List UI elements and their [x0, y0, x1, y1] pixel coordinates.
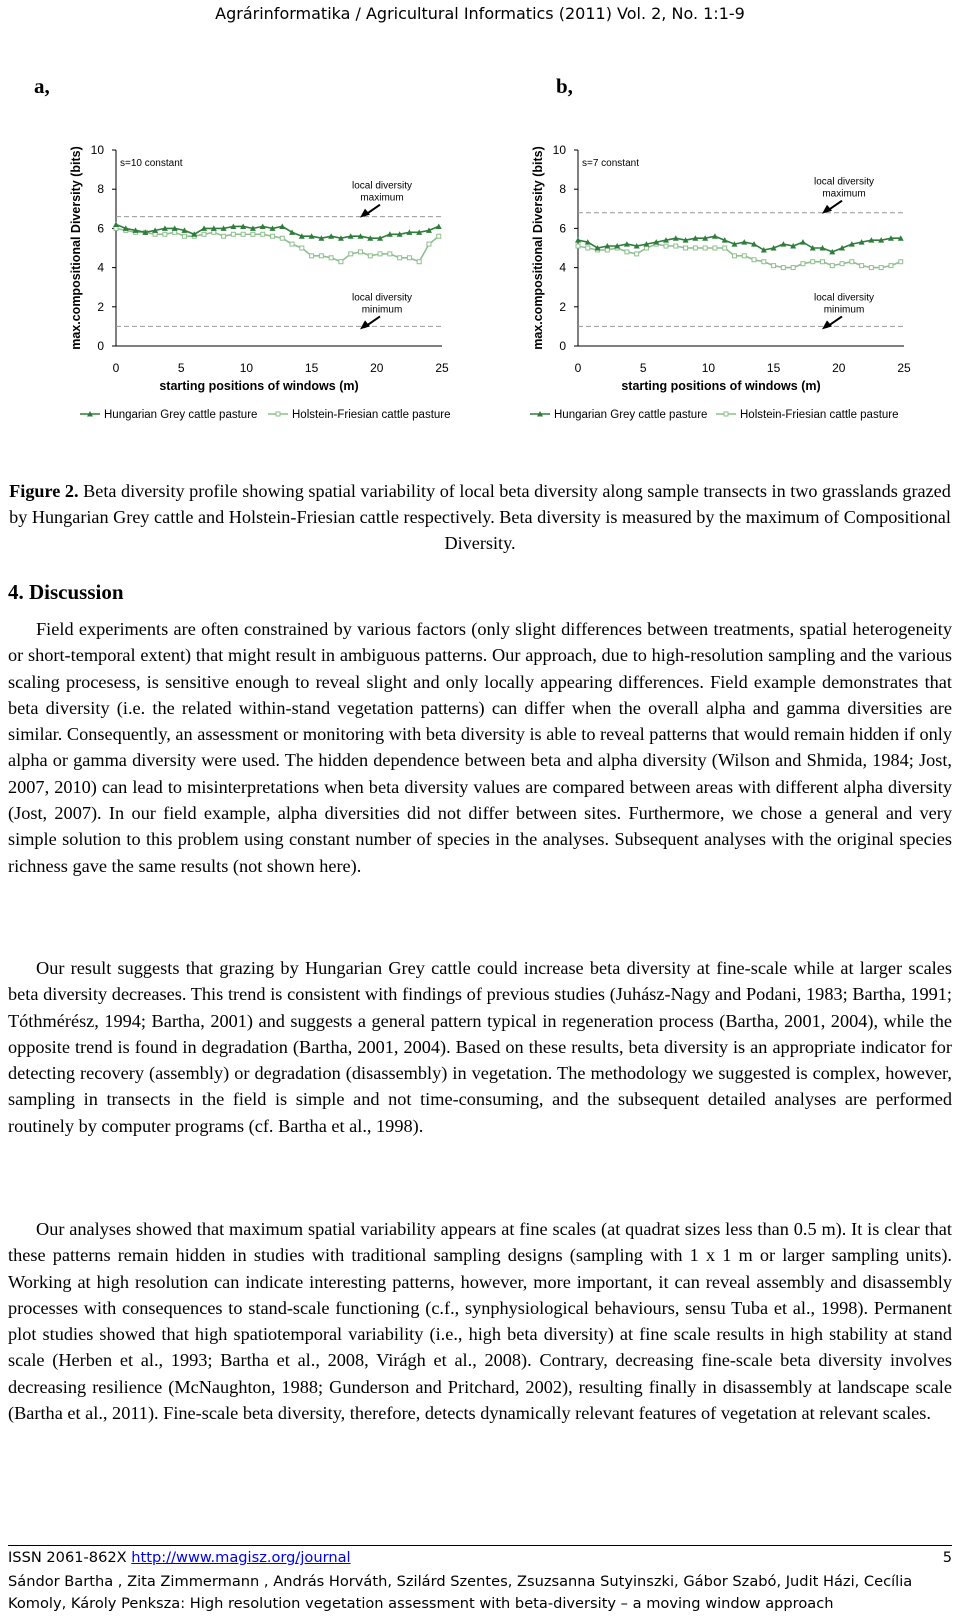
chart-b-series-point-1 — [850, 260, 854, 264]
chart-a-series-point-1 — [319, 254, 323, 258]
chart-a-series-point-1 — [300, 246, 304, 250]
paragraph-1: Field experiments are often constrained by various factors (only slight differences between treatments, spatial heterogeneity or short-temporal extent) that might result in ambiguous patterns. Our approach, due to high-resolution sampling and the various scaling procesess, is sensitive enough to reveal slight and only locally appearing differences. Field example demonstrates that beta diversity (i.e. the related within-stand vegetation patterns) can differ when the overall alpha and gamma diversities are similar. Consequently, an assessment or monitoring with beta diversity is able to reveal patterns that would remain hidden if only alpha or gamma diversity were used. The hidden dependence between beta and alpha diversity (Wilson and Shmida, 1984; Jost, 2007, 2010) can lead to misinterpretations when beta diversity values are compared between areas with different alpha diversity (Jost, 2007). In our field example, alpha diversities did not differ between sites. Furthermore, we chose a general and very simple solution to this problem using constant number of species in the analyses. Subsequent analyses with the original species richness gave the same results (not shown here). — [8, 619, 952, 876]
chart-a-series-point-1 — [173, 230, 177, 234]
chart-a-x-axis-label: starting positions of windows (m) — [159, 379, 359, 393]
chart-a-series-point-1 — [359, 250, 363, 254]
chart-a-series-point-1 — [114, 226, 118, 230]
chart-b-series-point-1 — [674, 244, 678, 248]
figure-caption-text: Beta diversity profile showing spatial variability of local beta diversity along sample transects in two grasslands grazed by Hungarian Grey cattle and Holstein-Friesian cattle respectively. Beta diversity is measured by the maximum of Compositional Diversity. — [9, 481, 951, 553]
chart-b-series-point-1 — [713, 246, 717, 250]
chart-b-x-tick-label: 25 — [897, 361, 911, 375]
chart-a-series-point-1 — [349, 252, 353, 256]
chart-a-y-tick-label: 6 — [97, 221, 104, 236]
chart-b-legend-label-0: Hungarian Grey cattle pasture — [554, 409, 708, 421]
chart-a-series-point-1 — [329, 256, 333, 260]
footer-rule — [8, 1545, 952, 1546]
chart-a — [0, 120, 470, 440]
chart-b-series-point-1 — [869, 266, 873, 270]
chart-a-series-point-1 — [290, 242, 294, 246]
chart-a-max-annotation-line-2: maximum — [360, 192, 404, 204]
footer-issn-line — [8, 1547, 952, 1569]
chart-a-series-point-1 — [261, 232, 265, 236]
chart-a-series-point-1 — [427, 242, 431, 246]
chart-b-series-point-1 — [605, 248, 609, 252]
chart-b-max-annotation-line-2: maximum — [822, 188, 866, 200]
chart-b-y-tick-label: 4 — [559, 260, 566, 275]
chart-b-series-point-1 — [742, 254, 746, 258]
chart-a-legend-label-1: Holstein-Friesian cattle pasture — [292, 409, 451, 421]
chart-b-series-point-1 — [840, 262, 844, 266]
chart-b-series-point-1 — [732, 254, 736, 258]
chart-a-series-point-1 — [388, 252, 392, 256]
chart-a-y-axis-label: max.compositional Diversity (bits) — [69, 146, 83, 350]
chart-a-min-annotation-line-2: minimum — [361, 304, 403, 316]
chart-a-series-point-1 — [270, 234, 274, 238]
chart-b-series-point-1 — [811, 260, 815, 264]
chart-b-legend-marker-1 — [724, 412, 728, 416]
chart-a-series-point-1 — [437, 234, 441, 238]
journal-link[interactable]: http://www.magisz.org/journal — [131, 1549, 351, 1566]
chart-a-constant-annotation: s=10 constant — [120, 158, 183, 169]
chart-a-series-point-0 — [113, 221, 119, 227]
footer-authors-line-2: Komoly, Károly Penksza: High resolution vegetation assessment with beta-diversity – a moving window approach — [8, 1595, 834, 1612]
chart-a-series-point-1 — [222, 234, 226, 238]
chart-b-series-point-1 — [703, 246, 707, 250]
footer-authors — [8, 1571, 952, 1615]
chart-a-y-tick-label: 0 — [97, 339, 104, 353]
chart-a-series-point-1 — [231, 232, 235, 236]
chart-b-series-point-1 — [684, 246, 688, 250]
chart-b-series-point-1 — [860, 264, 864, 268]
chart-a-y-tick-label: 8 — [97, 182, 104, 197]
panel-b-label: b, — [556, 74, 573, 98]
chart-b-series-point-1 — [899, 260, 903, 264]
chart-b-series-point-1 — [576, 244, 580, 248]
chart-a-series-point-1 — [378, 252, 382, 256]
chart-b-x-tick-label: 5 — [639, 361, 647, 375]
chart-b-series-point-1 — [723, 246, 727, 250]
chart-b-series-point-1 — [644, 246, 648, 250]
chart-b-x-tick-label: 0 — [574, 361, 582, 375]
chart-b-series-point-1 — [791, 266, 795, 270]
chart-b-min-annotation-line-2: minimum — [823, 304, 865, 316]
chart-a-legend-label-0: Hungarian Grey cattle pasture — [104, 409, 258, 421]
chart-a-series-point-0 — [436, 223, 442, 229]
chart-b-series-point-1 — [781, 266, 785, 270]
chart-b-series-point-1 — [693, 246, 697, 250]
chart-b-x-tick-label: 10 — [701, 361, 716, 375]
section-heading: 4. Discussion — [8, 580, 124, 604]
panel-a-label: a, — [34, 74, 50, 98]
chart-a-x-tick-label: 25 — [435, 361, 449, 375]
chart-a-series-point-1 — [339, 260, 343, 264]
chart-b-series-point-1 — [821, 260, 825, 264]
figure-caption — [8, 478, 952, 556]
chart-b-series-point-1 — [830, 264, 834, 268]
chart-a-series-point-1 — [163, 232, 167, 236]
chart-a-x-tick-label: 10 — [239, 361, 254, 375]
chart-a-series-point-1 — [212, 230, 216, 234]
chart-b-legend-label-1: Holstein-Friesian cattle pasture — [740, 409, 899, 421]
chart-a-series-point-1 — [153, 232, 157, 236]
chart-a-series-point-1 — [202, 232, 206, 236]
chart-b-y-tick-label: 6 — [559, 221, 566, 236]
chart-b-series-point-1 — [625, 250, 629, 254]
chart-a-legend-marker-1 — [276, 412, 280, 416]
chart-a-series-point-1 — [310, 254, 314, 258]
chart-b-constant-annotation: s=7 constant — [582, 158, 639, 169]
running-header: Agrárinformatika / Agricultural Informatics (2011) Vol. 2, No. 1:1-9 — [215, 4, 745, 23]
chart-a-y-tick-label: 10 — [90, 143, 104, 157]
chart-a-series-point-1 — [417, 260, 421, 264]
chart-a-series-point-1 — [368, 254, 372, 258]
paragraph-3: Our analyses showed that maximum spatial variability appears at fine scales (at quadrat sizes less than 0.5 m). It is clear that these patterns remain hidden in studies with traditional sampling designs (sampling with 1 x 1 m or larger sampling units). Working at high resolution can indicate interesting patterns, however, more important, it can reveal assembly and disassembly processes with consequences to stand-scale functioning (c.f., synphysiological behaviours, sensu Tuba et al., 1998). Permanent plot studies showed that high spatiotemporal variability (i.e., high beta diversity) at fine scale results in high stability at stand scale (Herben et al., 1993; Bartha et al., 2008, Virágh et al., 2008). Contrary, decreasing fine-scale beta diversity involves decreasing resilience (McNaughton, 1988; Gunderson and Pritchard, 2002), resulting finally in disassembly at landscape scale (Bartha et al., 2011). Fine-scale beta diversity, therefore, detects dynamically relevant features of vegetation at relevant scales. — [8, 1219, 952, 1424]
chart-a-x-tick-label: 5 — [177, 361, 185, 375]
chart-b-y-tick-label: 0 — [559, 339, 566, 353]
chart-b-y-tick-label: 2 — [559, 299, 566, 314]
chart-a-x-tick-label: 20 — [370, 361, 384, 375]
chart-b-max-annotation-line-1: local diversity — [813, 176, 875, 188]
chart-b-series-point-1 — [586, 246, 590, 250]
paragraph-2: Our result suggests that grazing by Hungarian Grey cattle could increase beta diversity at fine-scale while at larger scales beta diversity decreases. This trend is consistent with findings of previous studies (Juhász-Nagy and Podani, 1983; Bartha, 1991; Tóthmérész, 1994; Bartha, 2001) and suggests a general pattern typical in regeneration process (Bartha, 2001, 2004), while the opposite trend is found in degradation (Bartha, 2001, 2004). Based on these results, beta diversity is an appropriate indicator for detecting recovery (assembly) or degradation (disassembly) in vegetation. The methodology we suggested is complex, however, sampling in transects in the field is simple and not time-consuming, and the subsequent detailed analyses are performed routinely by computer programs (cf. Bartha et al., 1998). — [8, 958, 952, 1136]
chart-a-x-tick-label: 0 — [112, 361, 120, 375]
chart-a-series-point-1 — [251, 232, 255, 236]
footer-authors-line-1: Sándor Bartha , Zita Zimmermann , András Horváth, Szilárd Szentes, Zsuzsanna Sutyinszki, Gábor Szabó, Judit Házi, Cecília — [8, 1573, 913, 1590]
chart-a-series-point-1 — [398, 256, 402, 260]
chart-a-series-point-1 — [407, 256, 411, 260]
chart-b-series-point-1 — [635, 252, 639, 256]
figure-label: Figure 2. — [9, 481, 79, 501]
footer-issn: ISSN 2061-862X — [8, 1549, 127, 1566]
chart-b-series-point-1 — [772, 264, 776, 268]
chart-b-series-point-0 — [800, 239, 806, 245]
chart-b-series-point-1 — [801, 262, 805, 266]
chart-a-series-point-1 — [241, 232, 245, 236]
chart-a-y-tick-label: 2 — [97, 299, 104, 314]
chart-a-series-point-1 — [280, 236, 284, 240]
chart-a-series-point-1 — [182, 234, 186, 238]
chart-b-y-axis-label: max.compositional Diversity (bits) — [531, 146, 545, 350]
page-number: 5 — [942, 1549, 952, 1566]
chart-a-max-annotation-line-1: local diversity — [351, 180, 413, 192]
chart-b-y-tick-label: 10 — [552, 143, 566, 157]
chart-b-y-tick-label: 8 — [559, 182, 566, 197]
chart-b-min-annotation-line-1: local diversity — [813, 292, 875, 304]
chart-b-series-point-1 — [752, 258, 756, 262]
chart-b-x-tick-label: 20 — [832, 361, 846, 375]
chart-a-x-tick-label: 15 — [304, 361, 319, 375]
chart-b-series-point-1 — [762, 260, 766, 264]
chart-b-series-point-1 — [664, 244, 668, 248]
chart-a-min-annotation-line-1: local diversity — [351, 292, 413, 304]
chart-b — [462, 120, 932, 440]
chart-b-series-point-1 — [889, 264, 893, 268]
chart-a-y-tick-label: 4 — [97, 260, 104, 275]
chart-a-min-arrow-head — [360, 320, 370, 329]
chart-b-x-axis-label: starting positions of windows (m) — [621, 379, 821, 393]
chart-b-series-point-1 — [879, 266, 883, 270]
chart-b-x-tick-label: 15 — [766, 361, 781, 375]
chart-b-min-arrow-head — [822, 320, 832, 329]
